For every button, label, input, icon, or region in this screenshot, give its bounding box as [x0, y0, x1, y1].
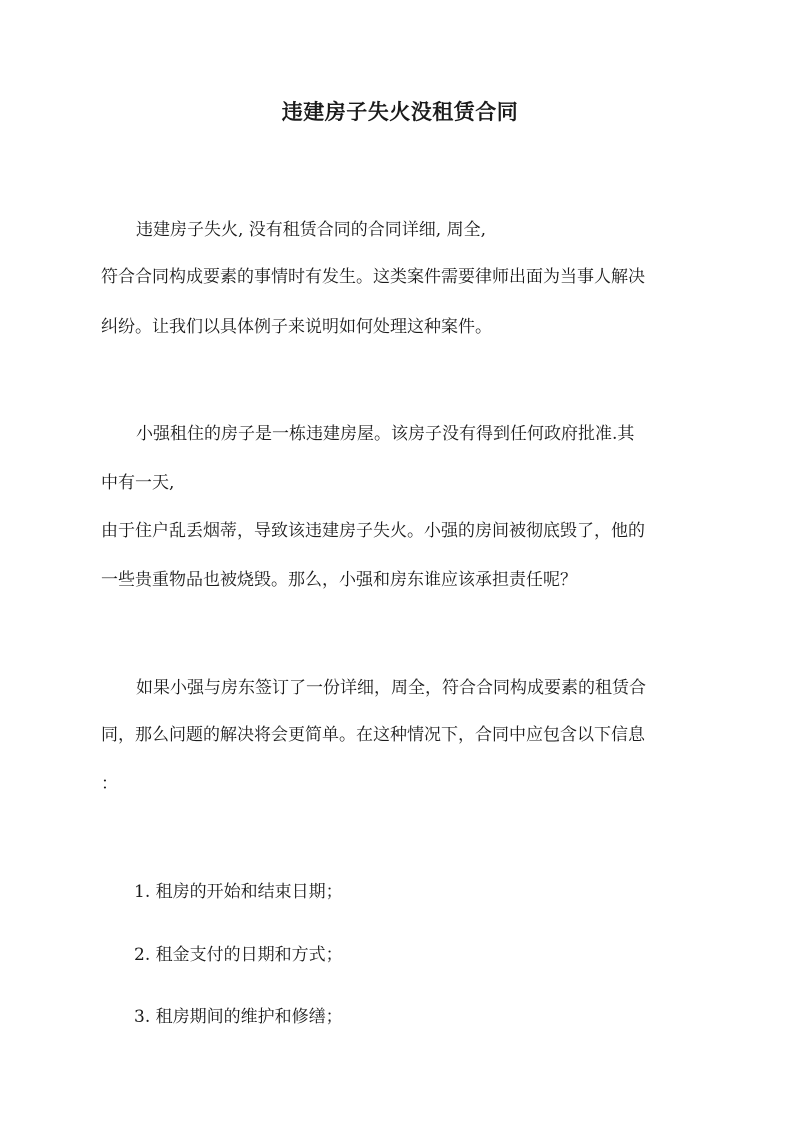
paragraph-2-line-2: 中有一天,: [101, 473, 175, 493]
paragraph-3-line-2: 同，那么问题的解决将会更简单。在这种情况下，合同中应包含以下信息: [101, 725, 645, 745]
paragraph-1-line-3: 纠纷。让我们以具体例子来说明如何处理这种案件。: [101, 317, 492, 337]
paragraph-3-line-1: 如果小强与房东签订了一份详细，周全，符合合同构成要素的租赁合: [136, 678, 646, 698]
document-title: 违建房子失火没租赁合同: [281, 99, 519, 124]
list-item-1: 1. 租房的开始和结束日期；: [134, 882, 343, 902]
paragraph-3-line-3: ：: [101, 774, 118, 794]
paragraph-2-line-1: 小强租住的房子是一栋违建房屋。该房子没有得到任何政府批准.其: [136, 424, 635, 444]
paragraph-2-line-4: 一些贵重物品也被烧毁。那么，小强和房东谁应该承担责任呢？: [101, 570, 577, 590]
paragraph-2-line-3: 由于住户乱丢烟蒂，导致该违建房子失火。小强的房间被彻底毁了，他的: [101, 521, 645, 541]
paragraph-1-line-2: 符合合同构成要素的事情时有发生。这类案件需要律师出面为当事人解决: [101, 267, 645, 287]
list-item-3: 3. 租房期间的维护和修缮；: [134, 1007, 343, 1027]
paragraph-1-line-1: 违建房子失火, 没有租赁合同的合同详细, 周全,: [136, 220, 487, 240]
list-item-2: 2. 租金支付的日期和方式；: [134, 945, 343, 965]
